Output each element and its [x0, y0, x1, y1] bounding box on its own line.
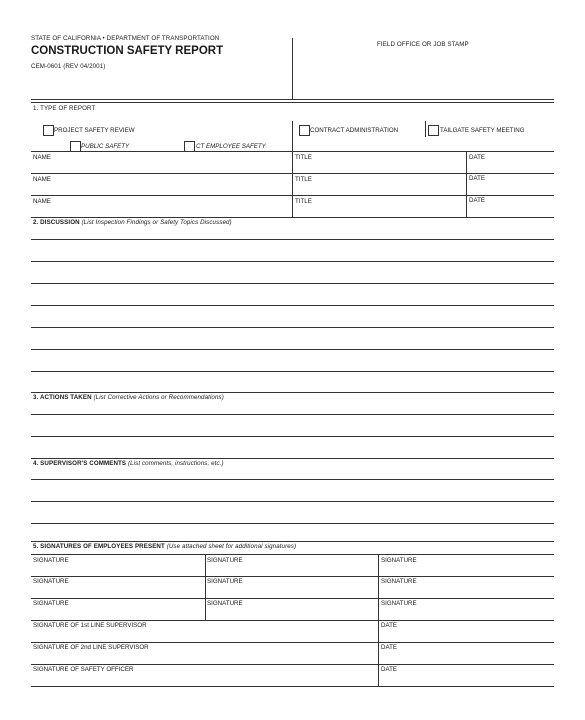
writing-line: [31, 305, 554, 306]
signature-label: SIGNATURE: [381, 578, 417, 585]
section3-title: 3. ACTIONS TAKEN: [33, 394, 92, 401]
section-rule: [31, 392, 554, 393]
employee-signature-field[interactable]: [31, 598, 205, 620]
employee-signature-field[interactable]: [31, 576, 205, 598]
section1-title: 1. TYPE OF REPORT: [33, 105, 96, 112]
writing-line: [31, 436, 554, 437]
date-label-2: DATE: [469, 175, 486, 182]
section4-note: (List comments, instructions, etc.): [127, 460, 224, 467]
employee-signature-field[interactable]: [379, 576, 554, 598]
agency-line: STATE OF CALIFORNIA • DEPARTMENT OF TRANSPORTATION: [31, 35, 220, 42]
writing-line: [31, 283, 554, 284]
title-label-2: TITLE: [295, 176, 312, 183]
section4-title: 4. SUPERVISOR'S COMMENTS: [33, 460, 127, 467]
section2-header: [33, 219, 232, 226]
name-field-1[interactable]: [31, 151, 292, 173]
employee-signature-field[interactable]: [379, 598, 554, 620]
safety-officer-date-field[interactable]: [379, 664, 554, 686]
section4-header: [33, 460, 224, 467]
tailgate-safety-meeting-checkbox[interactable]: [428, 125, 439, 136]
section5-title: 5. SIGNATURES OF EMPLOYEES PRESENT: [33, 543, 165, 550]
date-label-3: DATE: [469, 197, 486, 204]
public-safety-label: PUBLIC SAFETY: [81, 143, 130, 150]
writing-line: [31, 501, 554, 502]
signature-label: SIGNATURE: [207, 557, 243, 564]
first-supervisor-date-field[interactable]: [379, 620, 554, 642]
signature-label: SIGNATURE: [381, 557, 417, 564]
second-supervisor-date-field[interactable]: [379, 642, 554, 664]
writing-line: [31, 239, 554, 240]
signature-label: SIGNATURE: [381, 600, 417, 607]
writing-line: [31, 349, 554, 350]
writing-line: [31, 327, 554, 328]
signature-label: SIGNATURE: [33, 600, 69, 607]
safety-officer-label: SIGNATURE OF SAFETY OFFICER: [33, 666, 134, 673]
form-number: CEM-0601 (REV 04/2001): [31, 63, 106, 70]
section2-note: (List Inspection Findings or Safety Topics Discussed): [81, 219, 232, 226]
signature-label: SIGNATURE: [33, 578, 69, 585]
title-label-3: TITLE: [295, 198, 312, 205]
employee-signature-field[interactable]: [206, 598, 378, 620]
first-supervisor-label: SIGNATURE OF 1st LINE SUPERVISOR: [33, 622, 147, 629]
second-supervisor-label: SIGNATURE OF 2nd LINE SUPERVISOR: [33, 644, 149, 651]
section3-note: (List Corrective Actions or Recommendations): [93, 394, 224, 401]
section2-title: 2. DISCUSSION: [33, 219, 80, 226]
first-supervisor-date-label: DATE: [381, 622, 398, 629]
employee-signature-field[interactable]: [31, 554, 205, 576]
form-title: CONSTRUCTION SAFETY REPORT: [31, 45, 224, 57]
header-rule-top: [31, 99, 554, 100]
section-rule: [31, 541, 554, 542]
project-safety-review-checkbox[interactable]: [43, 125, 54, 136]
name-label-3: NAME: [33, 198, 51, 205]
second-supervisor-date-label: DATE: [381, 644, 398, 651]
actions-taken-area[interactable]: [31, 404, 554, 454]
column-divider: [292, 121, 293, 217]
ct-employee-safety-label: CT EMPLOYEE SAFETY: [196, 143, 266, 150]
writing-line: [31, 261, 554, 262]
name-label-1: NAME: [33, 154, 51, 161]
project-safety-review-label: PROJECT SAFETY REVIEW: [54, 127, 135, 134]
second-supervisor-signature-field[interactable]: [31, 642, 378, 664]
column-divider: [425, 121, 426, 137]
safety-officer-date-label: DATE: [381, 666, 398, 673]
employee-signature-field[interactable]: [379, 554, 554, 576]
title-label-1: TITLE: [295, 154, 312, 161]
header-divider: [292, 38, 293, 100]
writing-line: [31, 523, 554, 524]
stamp-label: FIELD OFFICE OR JOB STAMP: [377, 41, 469, 48]
employee-signature-field[interactable]: [206, 576, 378, 598]
employee-signature-field[interactable]: [206, 554, 378, 576]
section3-header: [33, 394, 224, 401]
name-field-3[interactable]: [31, 195, 292, 217]
contract-administration-checkbox[interactable]: [299, 125, 310, 136]
row-rule: [31, 686, 554, 687]
writing-line: [31, 414, 554, 415]
discussion-area[interactable]: [31, 230, 554, 388]
section-rule: [31, 458, 554, 459]
signature-label: SIGNATURE: [33, 557, 69, 564]
signature-label: SIGNATURE: [207, 578, 243, 585]
name-label-2: NAME: [33, 176, 51, 183]
contract-administration-label: CONTRACT ADMINISTRATION: [310, 127, 399, 134]
safety-officer-signature-field[interactable]: [31, 664, 378, 686]
section5-header: [33, 543, 296, 550]
header-rule-bottom: [31, 102, 554, 103]
name-field-2[interactable]: [31, 173, 292, 195]
date-label-1: DATE: [469, 154, 486, 161]
column-divider: [466, 151, 467, 217]
writing-line: [31, 479, 554, 480]
supervisor-comments-area[interactable]: [31, 470, 554, 538]
first-supervisor-signature-field[interactable]: [31, 620, 378, 642]
writing-line: [31, 371, 554, 372]
tailgate-safety-meeting-label: TAILGATE SAFETY MEETING: [440, 127, 525, 134]
row-rule: [31, 217, 554, 218]
signature-label: SIGNATURE: [207, 600, 243, 607]
section5-note: (Use attached sheet for additional signatures): [166, 543, 297, 550]
